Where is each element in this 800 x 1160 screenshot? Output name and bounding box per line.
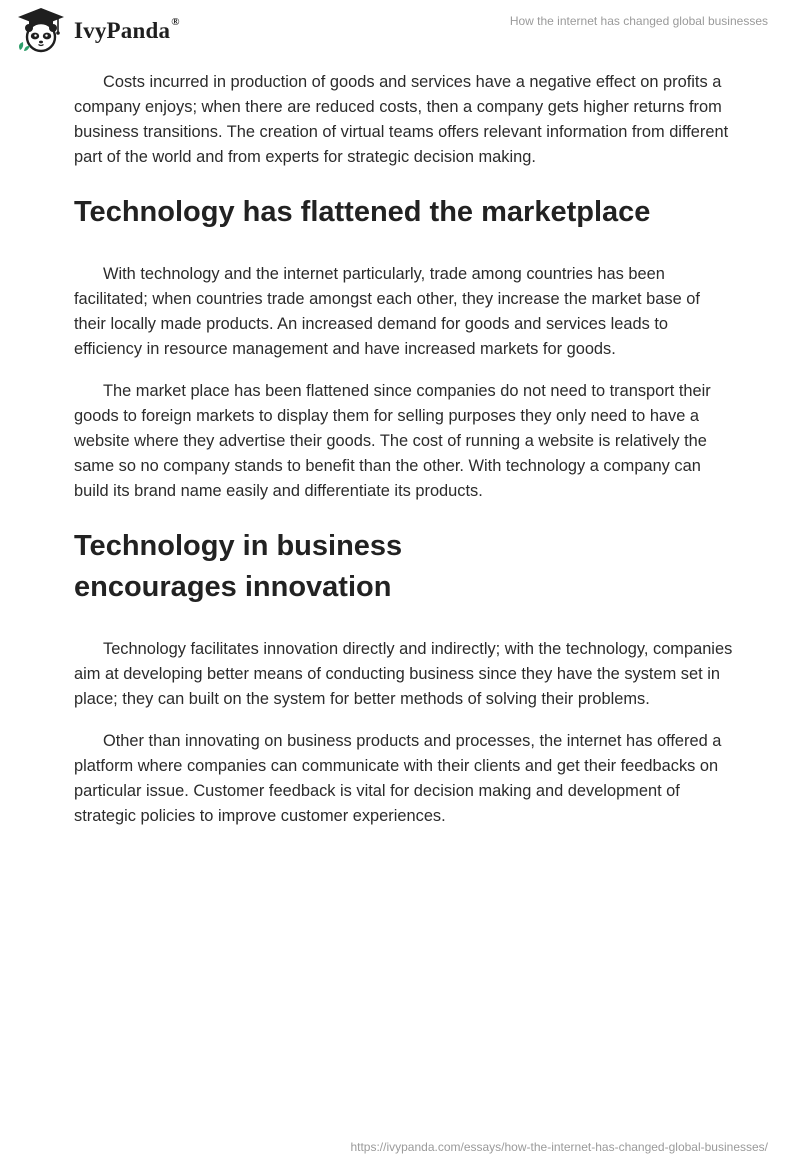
source-url[interactable]: https://ivypanda.com/essays/how-the-internet-has-changed-global-businesses/ (350, 1140, 768, 1154)
page-header (0, 0, 800, 60)
brand-name: IvyPanda® (74, 16, 180, 43)
registered-mark: ® (171, 16, 180, 29)
document-title: How the internet has changed global businesses (509, 14, 768, 28)
ivypanda-logo[interactable] (14, 6, 180, 54)
paragraph: Technology facilitates innovation directly and indirectly; with the technology, companies aim at developing better means of conducting business since they have the system set in place; they can built on the system for better methods of solving their problems. (74, 640, 733, 708)
panda-graduate-logo-icon (14, 6, 68, 54)
paragraph: The market place has been flattened since companies do not need to transport their goods to foreign markets to display them for selling purposes they only need to have a website where they advertise their goods. The cost of running a website is relatively the same so no company stands to benefit than the other. With technology a company can build its brand name easily and differentiate its products. (74, 382, 711, 500)
paragraph: Other than innovating on business products and processes, the internet has offered a platform where companies can communicate with their clients and get their feedbacks on particular issue. Customer feedback is vital for decision making and development of strategic policies to improve customer experiences. (74, 732, 722, 825)
section-heading: Technology in business encourages innovation (74, 530, 403, 603)
paragraph: With technology and the internet particularly, trade among countries has been facilitated; when countries trade amongst each other, they increase the market base of their locally made products. An increased demand for goods and services leads to efficiency in resource management and have increased markets for goods. (74, 265, 700, 358)
paragraph: Costs incurred in production of goods and services have a negative effect on profits a company enjoys; when there are reduced costs, then a company gets higher returns from business transitions. The creation of virtual teams offers relevant information from different part of the world and from experts for strategic decision making. (74, 73, 729, 166)
section-heading: Technology has flattened the marketplace (74, 196, 651, 228)
essay-body (74, 70, 734, 846)
